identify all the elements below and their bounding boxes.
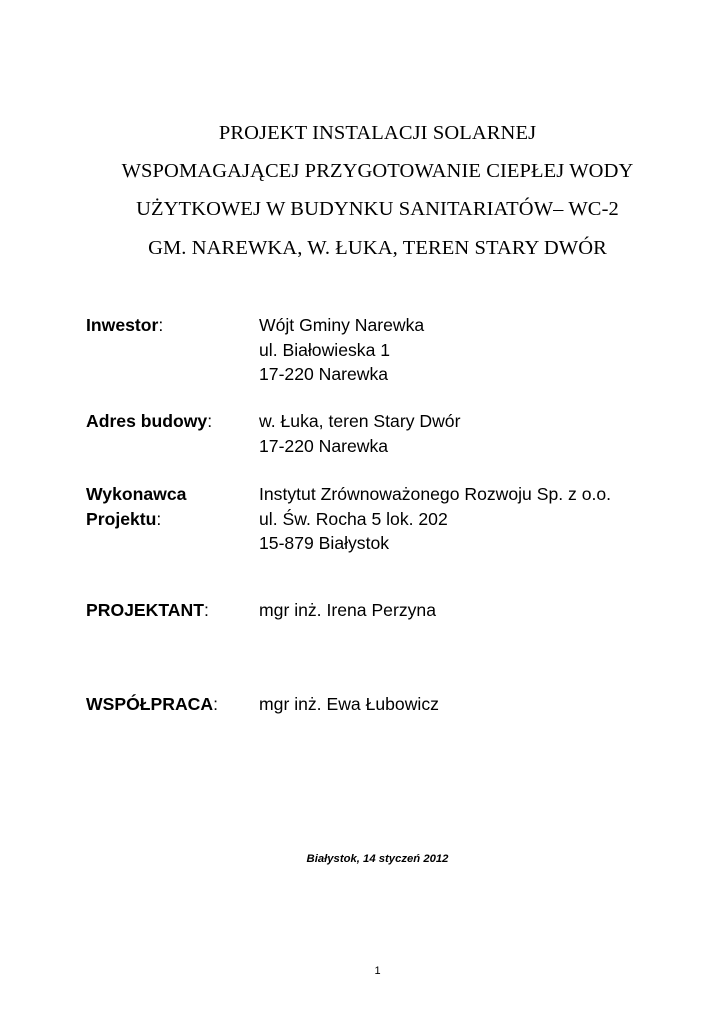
designer-label-text: PROJEKTANT: [86, 600, 204, 620]
cooperation-label-text: WSPÓŁPRACA: [86, 694, 214, 714]
contractor-line-1: Instytut Zrównoważonego Rozwoju Sp. z o.o.: [259, 484, 612, 504]
contractor-label: [86, 482, 258, 531]
cooperation-line-1: mgr inż. Ewa Łubowicz: [259, 694, 439, 714]
designer-line-1: mgr inż. Irena Perzyna: [259, 600, 436, 620]
investor-label: [86, 313, 258, 338]
title-line-2: WSPOMAGAJĄCEJ PRZYGOTOWANIE CIEPŁEJ WODY: [121, 160, 634, 183]
investor-line-3: 17-220 Narewka: [259, 364, 389, 384]
contractor-label-line-1: Wykonawca: [86, 484, 187, 504]
page-number: 1: [374, 965, 381, 977]
site-address-label-colon: :: [207, 411, 213, 431]
contractor-value: [259, 482, 611, 556]
designer-label: [86, 598, 258, 623]
site-address-label-text: Adres budowy: [86, 411, 208, 431]
designer-label-colon: :: [203, 600, 209, 620]
site-address-line-1: w. Łuka, teren Stary Dwór: [259, 411, 461, 431]
cooperation-label-colon: :: [213, 694, 218, 714]
title-line-4: GM. NAREWKA, W. ŁUKA, TEREN STARY DWÓR: [148, 236, 607, 259]
contractor-label-line-2: Projektu: [86, 508, 157, 529]
investor-label-text: Inwestor: [86, 315, 159, 335]
site-address-label: [86, 409, 258, 434]
title-line-1: PROJEKT INSTALACJI SOLARNEJ: [218, 122, 537, 144]
place-and-date: Białystok, 14 styczeń 2012: [306, 853, 449, 865]
contractor-line-2: ul. Św. Rocha 5 lok. 202: [259, 508, 448, 529]
contractor-label-colon: :: [156, 508, 162, 529]
site-address-line-2: 17-220 Narewka: [259, 435, 389, 456]
title-line-3: UŻYTKOWEJ W BUDYNKU SANITARIATÓW– WC-2: [136, 198, 619, 221]
designer-value: [259, 598, 436, 623]
investor-line-2: ul. Białowieska 1: [259, 339, 391, 360]
cooperation-value: [259, 692, 439, 717]
investor-value: [259, 313, 424, 387]
document-title: [0, 114, 724, 267]
site-address-value: [259, 409, 460, 458]
cooperation-label: [86, 692, 258, 717]
investor-line-1: Wójt Gminy Narewka: [259, 315, 425, 335]
contractor-line-3: 15-879 Białystok: [259, 533, 390, 553]
investor-label-colon: :: [158, 315, 164, 335]
